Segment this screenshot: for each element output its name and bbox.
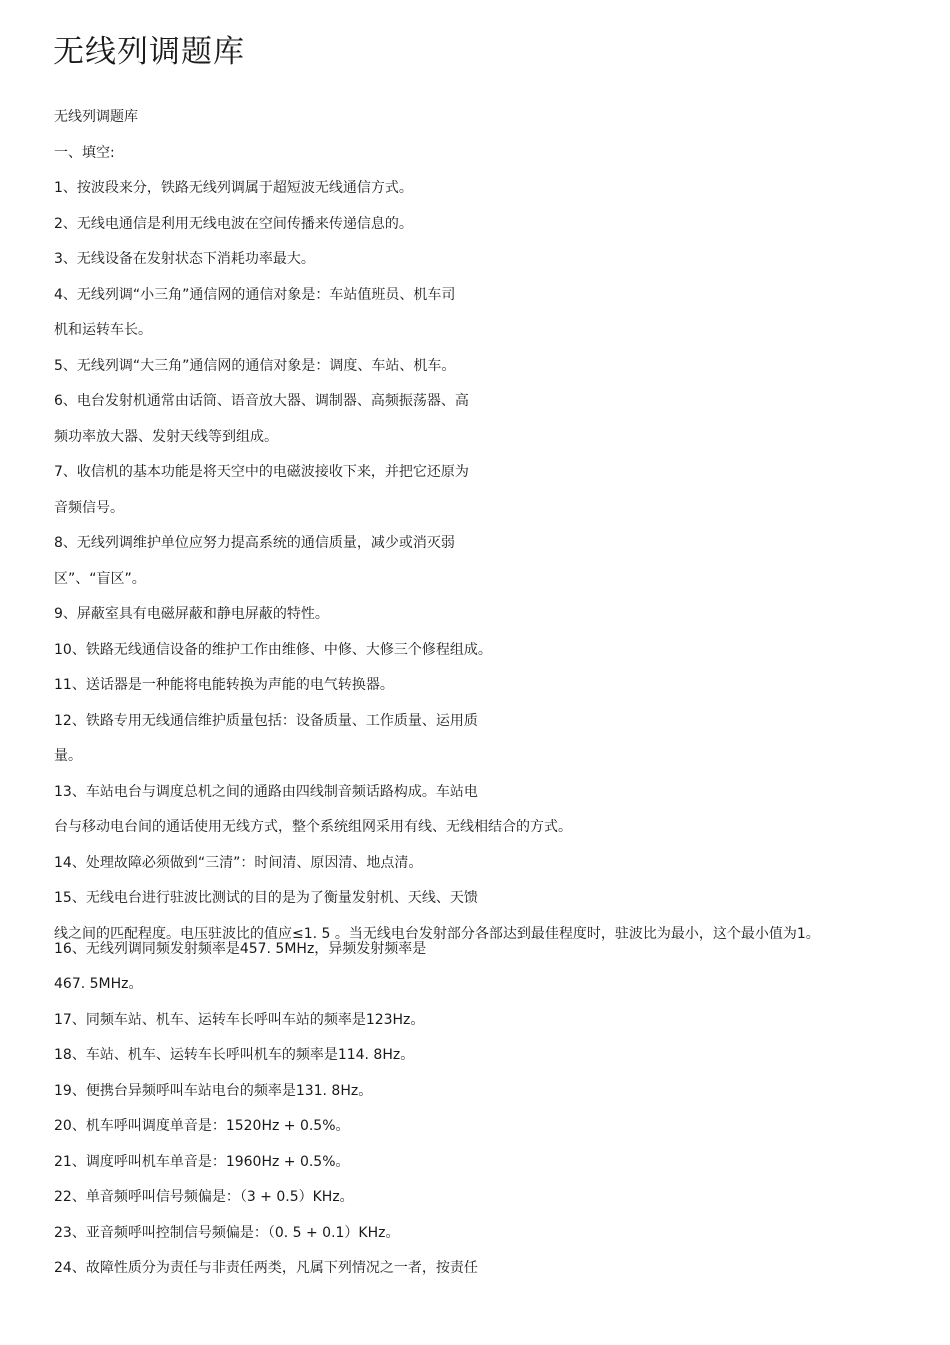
question-line: 17、同频车站、机车、运转车长呼叫车站的频率是123Hz。 <box>54 1011 425 1028</box>
question-line: 13、车站电台与调度总机之间的通路由四线制音频话路构成。车站电 <box>54 783 478 800</box>
question-line: 467. 5MHz。 <box>54 976 143 992</box>
question-line: 15、无线电台进行驻波比测试的目的是为了衡量发射机、天线、天馈 <box>54 890 478 906</box>
question-line: 21、调度呼叫机车单音是：1960Hz + 0.5%。 <box>54 1153 350 1170</box>
question-line: 线之间的匹配程度。电压驻波比的值应≤1. 5 。当无线电台发射部分各部达到最佳程度时，驻波比为最小，这个最小值为1。 <box>54 925 820 942</box>
question-line: 频功率放大器、发射天线等到组成。 <box>54 428 278 445</box>
question-line: 4、无线列调“小三角”通信网的通信对象是：车站值班员、机车司 <box>54 286 456 303</box>
question-line: 14、处理故障必须做到“三清”：时间清、原因清、地点清。 <box>54 854 423 871</box>
question-line: 2、无线电通信是利用无线电波在空间传播来传递信息的。 <box>54 215 413 232</box>
question-line: 台与移动电台间的通话使用无线方式，整个系统组网采用有线、无线相结合的方式。 <box>54 819 572 835</box>
page-title: 无线列调题库 <box>53 34 245 70</box>
question-line: 18、车站、机车、运转车长呼叫机车的频率是114. 8Hz。 <box>54 1047 415 1063</box>
question-line: 音频信号。 <box>54 499 124 516</box>
question-line: 量。 <box>54 748 82 764</box>
question-line: 5、无线列调“大三角”通信网的通信对象是：调度、车站、机车。 <box>54 357 456 374</box>
question-line: 22、单音频呼叫信号频偏是：（3 + 0.5）KHz。 <box>54 1189 354 1205</box>
question-line: 10、铁路无线通信设备的维护工作由维修、中修、大修三个修程组成。 <box>54 641 492 658</box>
question-line: 9、屏蔽室具有电磁屏蔽和静电屏蔽的特性。 <box>54 606 329 622</box>
question-line: 1、按波段来分，铁路无线列调属于超短波无线通信方式。 <box>54 180 413 196</box>
question-line: 12、铁路专用无线通信维护质量包括：设备质量、工作质量、运用质 <box>54 712 478 729</box>
document-body <box>54 105 934 1292</box>
question-line: 20、机车呼叫调度单音是：1520Hz + 0.5%。 <box>54 1118 350 1134</box>
question-line: 19、便携台异频呼叫车站电台的频率是131. 8Hz。 <box>54 1082 373 1099</box>
question-line: 机和运转车长。 <box>54 322 152 338</box>
question-line: 24、故障性质分为责任与非责任两类，凡属下列情况之一者，按责任 <box>54 1260 478 1276</box>
question-line: 3、无线设备在发射状态下消耗功率最大。 <box>54 251 315 267</box>
question-line: 7、收信机的基本功能是将天空中的电磁波接收下来，并把它还原为 <box>54 464 469 480</box>
text-line: 无线列调题库 <box>54 109 138 125</box>
question-line: 11、送话器是一种能将电能转换为声能的电气转换器。 <box>54 677 394 693</box>
question-line: 8、无线列调维护单位应努力提高系统的通信质量，减少或消灭弱 <box>54 535 455 551</box>
question-line: 23、亚音频呼叫控制信号频偏是：（0. 5 + 0.1）KHz。 <box>54 1224 400 1241</box>
question-line: 16、无线列调同频发射频率是457. 5MHz，异频发射频率是 <box>54 940 427 957</box>
question-line: 6、电台发射机通常由话筒、语音放大器、调制器、高频振荡器、高 <box>54 393 469 409</box>
section-heading: 一、填空: <box>54 144 115 161</box>
question-line: 区”、“盲区”。 <box>54 570 146 587</box>
